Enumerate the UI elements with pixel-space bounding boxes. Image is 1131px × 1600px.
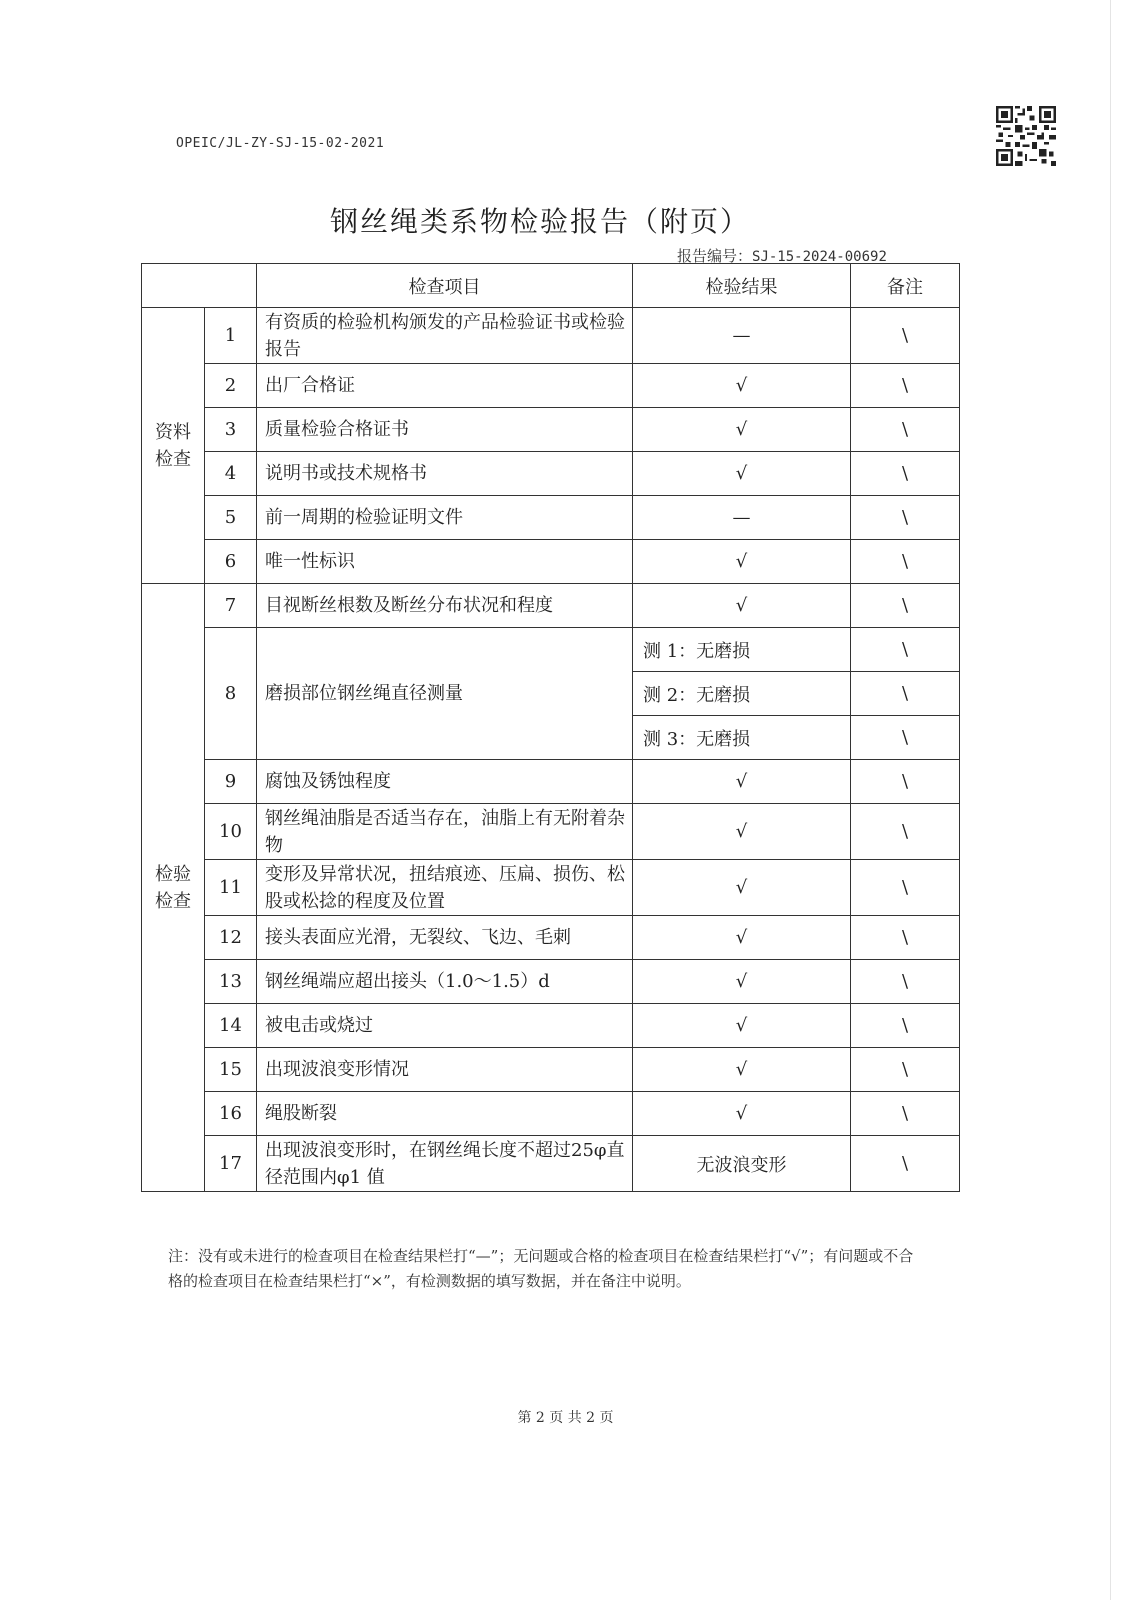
table-row <box>142 584 960 628</box>
row-remark: \ <box>851 584 960 628</box>
row-item: 腐蚀及锈蚀程度 <box>257 760 633 804</box>
row-item: 被电击或烧过 <box>257 1004 633 1048</box>
row-result: √ <box>633 1004 851 1048</box>
row-result: √ <box>633 804 851 860</box>
row-item: 有资质的检验机构颁发的产品检验证书或检验报告 <box>257 308 633 364</box>
row-remark: \ <box>851 308 960 364</box>
row-result: √ <box>633 1092 851 1136</box>
table-row <box>142 804 960 860</box>
category-docs: 资料 检查 <box>142 308 205 584</box>
row-remark: \ <box>851 760 960 804</box>
table-row <box>142 760 960 804</box>
row-remark: \ <box>851 716 960 760</box>
row-result: √ <box>633 408 851 452</box>
row-number: 1 <box>205 308 257 364</box>
table-row <box>142 452 960 496</box>
report-number-label: 报告编号： <box>677 247 753 265</box>
row-number: 17 <box>205 1136 257 1192</box>
table-row <box>142 496 960 540</box>
row-item: 变形及异常状况，扭结痕迹、压扁、损伤、松股或松捻的程度及位置 <box>257 860 633 916</box>
row-result: √ <box>633 916 851 960</box>
row-result: 无波浪变形 <box>633 1136 851 1192</box>
row-item: 磨损部位钢丝绳直径测量 <box>257 628 633 760</box>
row-item: 出现波浪变形时，在钢丝绳长度不超过25φ直径范围内φ1 值 <box>257 1136 633 1192</box>
row-item: 钢丝绳端应超出接头（1.0～1.5）d <box>257 960 633 1004</box>
row-number: 3 <box>205 408 257 452</box>
scan-edge-line <box>1110 0 1111 1600</box>
row-remark: \ <box>851 408 960 452</box>
row-number: 10 <box>205 804 257 860</box>
row-remark: \ <box>851 1136 960 1192</box>
header-blank-cell <box>142 264 257 308</box>
row-result: √ <box>633 860 851 916</box>
row-remark: \ <box>851 1092 960 1136</box>
page-title: 钢丝绳类系物检验报告（附页） <box>329 205 750 238</box>
table-row <box>142 1004 960 1048</box>
row-item: 出现波浪变形情况 <box>257 1048 633 1092</box>
row-item: 钢丝绳油脂是否适当存在，油脂上有无附着杂物 <box>257 804 633 860</box>
row-item: 绳股断裂 <box>257 1092 633 1136</box>
row-remark: \ <box>851 364 960 408</box>
row-number: 16 <box>205 1092 257 1136</box>
row-number: 9 <box>205 760 257 804</box>
row-result-measure-3: 测 3：无磨损 <box>633 716 851 760</box>
row-remark: \ <box>851 1004 960 1048</box>
row-result: √ <box>633 540 851 584</box>
table-row <box>142 1048 960 1092</box>
row-remark: \ <box>851 452 960 496</box>
table-row <box>142 1092 960 1136</box>
table-header-row <box>142 264 960 308</box>
document-code: OPEIC/JL-ZY-SJ-15-02-2021 <box>176 136 385 151</box>
header-item: 检查项目 <box>257 264 633 308</box>
row-result: √ <box>633 760 851 804</box>
row-number: 6 <box>205 540 257 584</box>
row-result: √ <box>633 960 851 1004</box>
report-number-value: SJ-15-2024-00692 <box>752 249 887 265</box>
qr-code-icon <box>996 106 1056 166</box>
table-row <box>142 960 960 1004</box>
row-remark: \ <box>851 672 960 716</box>
row-number: 11 <box>205 860 257 916</box>
row-number: 12 <box>205 916 257 960</box>
row-remark: \ <box>851 960 960 1004</box>
row-number: 13 <box>205 960 257 1004</box>
row-item: 说明书或技术规格书 <box>257 452 633 496</box>
inspection-table <box>141 263 960 1192</box>
row-remark: \ <box>851 916 960 960</box>
table-row <box>142 916 960 960</box>
row-remark: \ <box>851 496 960 540</box>
table-row <box>142 628 960 672</box>
row-item: 接头表面应光滑，无裂纹、飞边、毛刺 <box>257 916 633 960</box>
row-number: 4 <box>205 452 257 496</box>
row-result-measure-2: 测 2：无磨损 <box>633 672 851 716</box>
row-remark: \ <box>851 804 960 860</box>
table-row <box>142 540 960 584</box>
row-result: √ <box>633 452 851 496</box>
table-note: 注：没有或未进行的检查项目在检查结果栏打“—”；无问题或合格的检查项目在检查结果栏打“√”；有问题或不合格的检查项目在检查结果栏打“×”，有检测数据的填写数据，并在备注中说明。 <box>168 1247 914 1290</box>
row-item: 唯一性标识 <box>257 540 633 584</box>
row-number: 5 <box>205 496 257 540</box>
row-remark: \ <box>851 1048 960 1092</box>
row-remark: \ <box>851 540 960 584</box>
table-row <box>142 860 960 916</box>
table-row <box>142 364 960 408</box>
row-number: 15 <box>205 1048 257 1092</box>
row-number: 2 <box>205 364 257 408</box>
header-result: 检验结果 <box>633 264 851 308</box>
row-result: √ <box>633 1048 851 1092</box>
table-row <box>142 1136 960 1192</box>
row-number: 7 <box>205 584 257 628</box>
page-footer: 第 2 页 共 2 页 <box>517 1410 614 1426</box>
row-result: √ <box>633 584 851 628</box>
row-result: — <box>633 496 851 540</box>
category-inspect: 检验 检查 <box>142 584 205 1192</box>
header-remark: 备注 <box>851 264 960 308</box>
row-number: 14 <box>205 1004 257 1048</box>
table-row <box>142 408 960 452</box>
row-remark: \ <box>851 860 960 916</box>
row-item: 目视断丝根数及断丝分布状况和程度 <box>257 584 633 628</box>
row-item: 前一周期的检验证明文件 <box>257 496 633 540</box>
row-item: 出厂合格证 <box>257 364 633 408</box>
row-result: — <box>633 308 851 364</box>
table-row <box>142 308 960 364</box>
row-number: 8 <box>205 628 257 760</box>
row-result: √ <box>633 364 851 408</box>
row-result-measure-1: 测 1：无磨损 <box>633 628 851 672</box>
row-item: 质量检验合格证书 <box>257 408 633 452</box>
row-remark: \ <box>851 628 960 672</box>
